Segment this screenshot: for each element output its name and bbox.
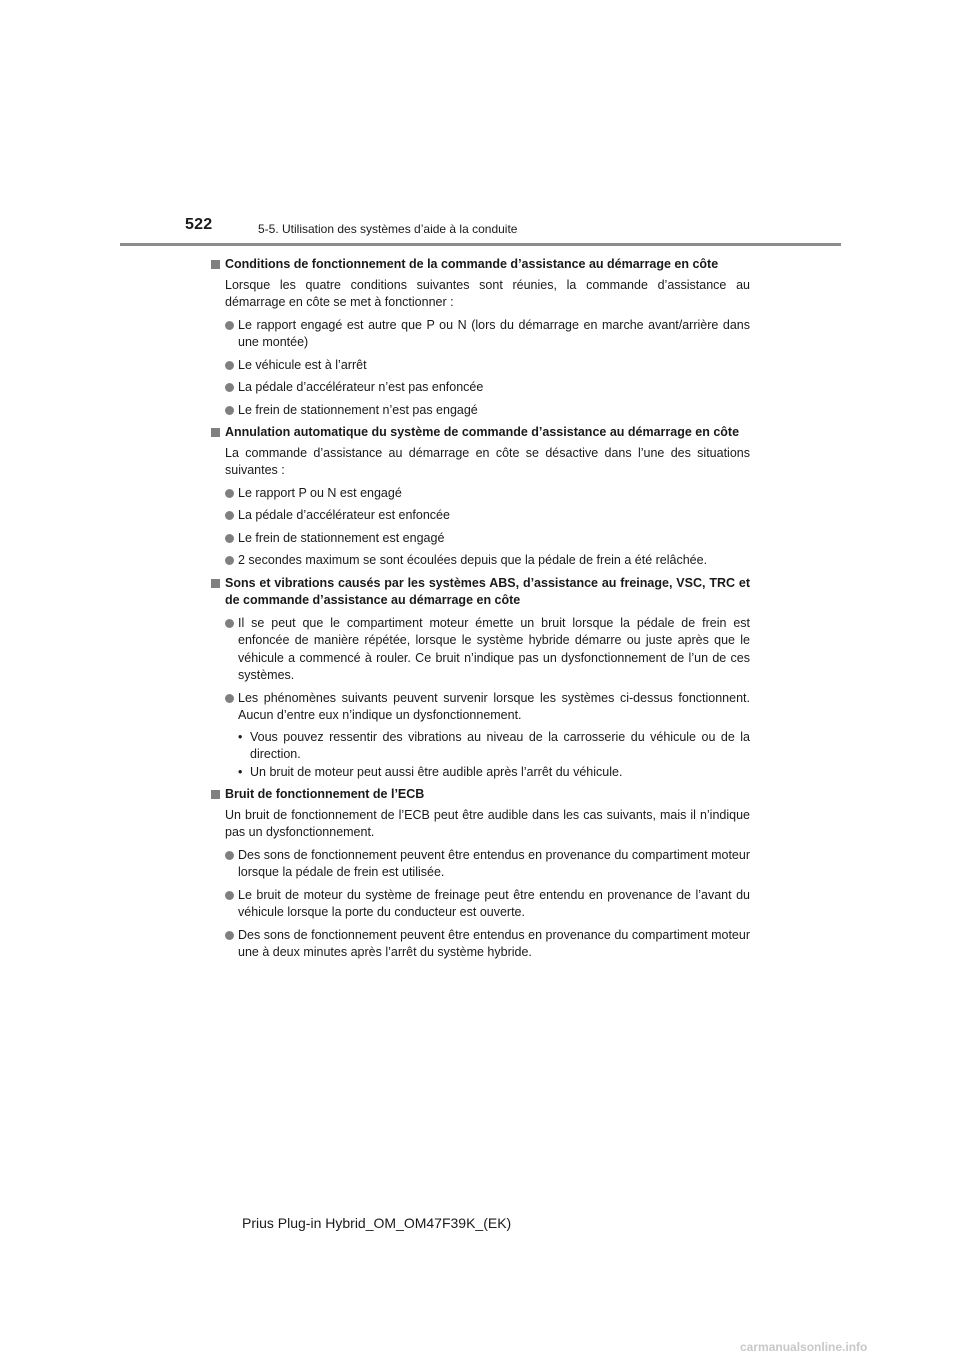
section-heading: Sons et vibrations causés par les systèmes ABS, d’assistance au freinage, VSC, TRC et de commande d’assistance au démarrage en côte <box>210 575 750 610</box>
square-bullet-icon <box>211 428 220 437</box>
circle-bullet-icon <box>225 511 234 520</box>
section-heading: Conditions de fonctionnement de la commande d’assistance au démarrage en côte <box>210 256 750 274</box>
section-heading: Bruit de fonctionnement de l’ECB <box>210 786 750 804</box>
circle-bullet-icon <box>225 406 234 415</box>
section-intro: La commande d’assistance au démarrage en côte se désactive dans l’une des situations suivantes : <box>225 445 750 477</box>
list-item: La pédale d’accélérateur n’est pas enfoncée <box>210 379 750 397</box>
circle-bullet-icon <box>225 851 234 860</box>
sub-list <box>210 729 750 782</box>
list-item: 2 secondes maximum se sont écoulées depuis que la pédale de frein a été relâchée. <box>210 552 750 570</box>
section-heading: Annulation automatique du système de commande d’assistance au démarrage en côte <box>210 424 750 442</box>
list-item: Des sons de fonctionnement peuvent être entendus en provenance du compartiment moteur lorsque la pédale de frein est utilisée. <box>210 847 750 882</box>
content <box>210 256 750 962</box>
watermark: carmanualsonline.info <box>740 1340 868 1354</box>
circle-bullet-icon <box>225 619 234 628</box>
circle-bullet-icon <box>225 931 234 940</box>
circle-bullet-icon <box>225 321 234 330</box>
small-bullet-icon: • <box>238 729 243 744</box>
list-item: Les phénomènes suivants peuvent survenir lorsque les systèmes ci-dessus fonctionnent. Aucun d’entre eux n’indique un dysfonctionnement. <box>210 690 750 725</box>
list-item: Des sons de fonctionnement peuvent être entendus en provenance du compartiment moteur une à deux minutes après l’arrêt du système hybride. <box>210 927 750 962</box>
list-item: Le frein de stationnement n’est pas engagé <box>210 402 750 420</box>
page-number: 522 <box>185 216 213 233</box>
square-bullet-icon <box>211 790 220 799</box>
section-title: 5-5. Utilisation des systèmes d’aide à la conduite <box>258 222 518 236</box>
footer-manual-id: Prius Plug-in Hybrid_OM_OM47F39K_(EK) <box>242 1215 512 1231</box>
header-rule <box>120 243 841 246</box>
section-intro: Un bruit de fonctionnement de l’ECB peut être audible dans les cas suivants, mais il n’indique pas un dysfonctionnement. <box>225 807 750 839</box>
list-item: Le frein de stationnement est engagé <box>210 530 750 548</box>
list-item: Le bruit de moteur du système de freinage peut être entendu en provenance de l’avant du véhicule lorsque la porte du conducteur est ouverte. <box>210 887 750 922</box>
circle-bullet-icon <box>225 556 234 565</box>
circle-bullet-icon <box>225 383 234 392</box>
list-item: Le rapport P ou N est engagé <box>210 485 750 503</box>
small-bullet-icon: • <box>238 764 243 779</box>
sub-list-item: • Vous pouvez ressentir des vibrations au niveau de la carrosserie du véhicule ou de la direction. <box>238 729 750 761</box>
square-bullet-icon <box>211 260 220 269</box>
circle-bullet-icon <box>225 891 234 900</box>
circle-bullet-icon <box>225 694 234 703</box>
list-item: La pédale d’accélérateur est enfoncée <box>210 507 750 525</box>
list-item: Le rapport engagé est autre que P ou N (lors du démarrage en marche avant/arrière dans une montée) <box>210 317 750 352</box>
circle-bullet-icon <box>225 534 234 543</box>
list-item: Le véhicule est à l’arrêt <box>210 357 750 375</box>
circle-bullet-icon <box>225 361 234 370</box>
list-item: Il se peut que le compartiment moteur émette un bruit lorsque la pédale de frein est enfoncée de manière répétée, lorsque le système hybride démarre ou juste après que le véhicule a commencé à rouler. Ce bruit n’indique pas un dysfonctionnement de l’un de ces systèmes. <box>210 615 750 685</box>
sub-list-item: • Un bruit de moteur peut aussi être audible après l’arrêt du véhicule. <box>238 764 750 782</box>
square-bullet-icon <box>211 579 220 588</box>
section-intro: Lorsque les quatre conditions suivantes sont réunies, la commande d’assistance au démarrage en côte se met à fonctionner : <box>225 277 750 309</box>
circle-bullet-icon <box>225 489 234 498</box>
